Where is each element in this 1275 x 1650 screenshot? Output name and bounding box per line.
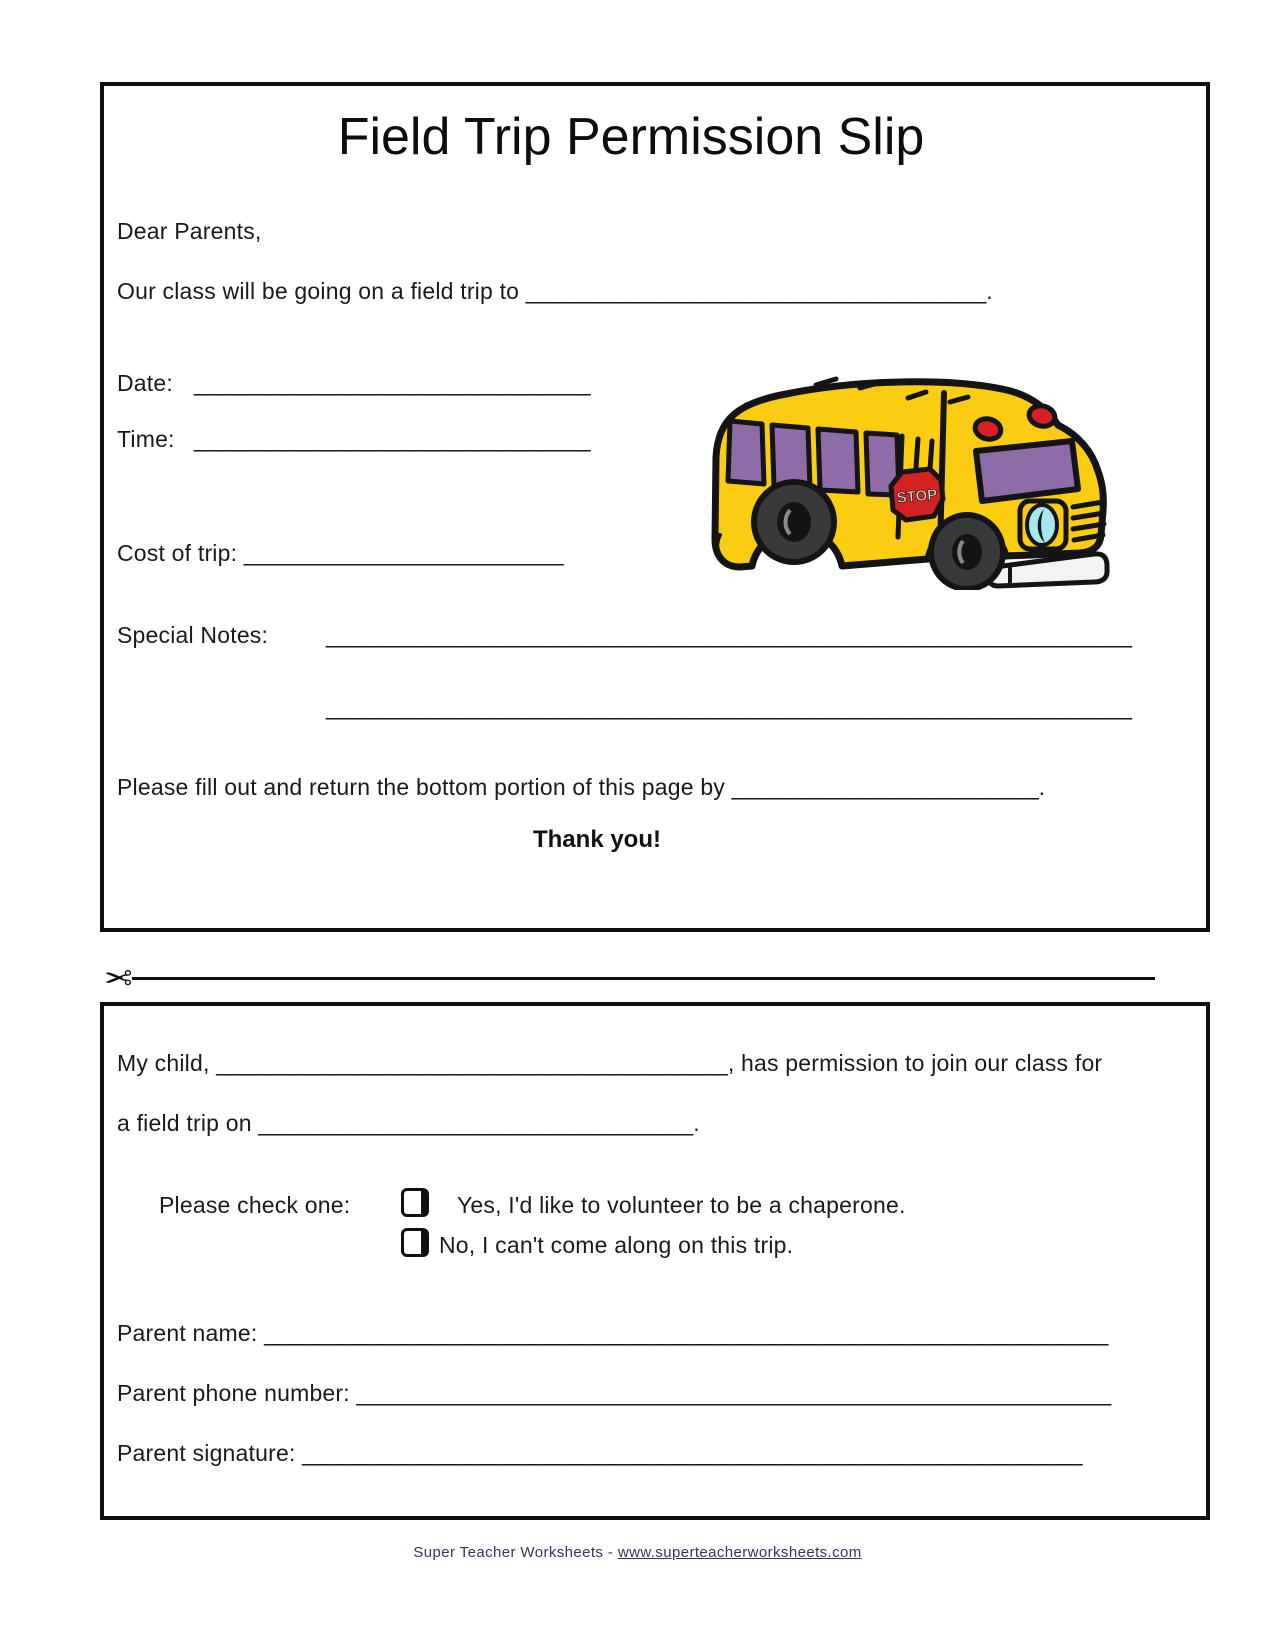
date-row <box>117 368 591 398</box>
headlight-icon <box>1020 501 1066 549</box>
child-name-blank: ________________________________________ <box>216 1050 728 1076</box>
front-wheel <box>931 515 1003 589</box>
cost-label: Cost of trip: <box>117 540 244 566</box>
thank-you-text: Thank you! <box>532 826 661 853</box>
bottom-section <box>100 1002 1210 1520</box>
stop-sign-text: STOP <box>896 486 938 507</box>
special-notes-row <box>117 620 1132 722</box>
option-yes-label: Yes, I'd like to volunteer to be a chaperone. <box>457 1192 906 1218</box>
trip-period: . <box>693 1110 700 1136</box>
special-notes-line-2: _______________________________________________________________ <box>326 694 1132 720</box>
special-notes-line-1: _______________________________________________________________ <box>326 622 1132 648</box>
footer-link[interactable]: www.superteacherworksheets.com <box>617 1544 862 1561</box>
school-bus <box>715 379 1107 589</box>
parent-signature-row <box>117 1438 1082 1468</box>
parent-signature-blank: _____________________________________________________________ <box>302 1440 1083 1466</box>
time-label: Time: <box>117 426 175 452</box>
parent-phone-row <box>117 1378 1111 1408</box>
cost-blank: _________________________ <box>243 540 564 566</box>
bus-window <box>818 429 858 492</box>
time-row <box>117 424 591 454</box>
destination-blank: ____________________________________ <box>525 278 987 304</box>
parent-name-label: Parent name: <box>117 1320 265 1346</box>
date-blank: _______________________________ <box>194 370 591 396</box>
bus-window <box>772 425 810 488</box>
bus-windshield <box>976 441 1078 501</box>
intro-period: . <box>986 278 993 304</box>
parent-name-row <box>117 1318 1108 1348</box>
checkbox-no <box>401 1228 429 1257</box>
page-title: Field Trip Permission Slip <box>337 108 925 166</box>
parent-signature-label: Parent signature: <box>117 1440 303 1466</box>
time-blank: _______________________________ <box>194 426 591 452</box>
check-one-label: Please check one: <box>159 1192 351 1218</box>
child-row <box>117 1048 1102 1078</box>
stop-sign-icon <box>891 469 943 520</box>
option-no-label: No, I can't come along on this trip. <box>439 1232 794 1258</box>
footer <box>0 1544 1275 1561</box>
parent-phone-blank: ___________________________________________________________ <box>356 1380 1112 1406</box>
greeting-row <box>117 216 262 246</box>
school-bus-image <box>690 338 1110 590</box>
checkbox-yes <box>401 1188 429 1217</box>
bus-window <box>728 421 764 484</box>
parent-name-blank: __________________________________________________________________ <box>264 1320 1109 1346</box>
child-suffix: , has permission to join our class for <box>727 1050 1103 1076</box>
special-notes-blanks <box>326 620 1132 722</box>
return-by-blank: ________________________ <box>731 774 1039 800</box>
trip-prefix: a field trip on <box>117 1110 259 1136</box>
intro-text: Our class will be going on a field trip to <box>117 278 526 304</box>
cost-row <box>117 538 564 568</box>
cut-rule <box>132 977 1155 980</box>
trip-date-blank: __________________________________ <box>258 1110 694 1136</box>
intro-row <box>117 276 993 306</box>
return-by-row <box>117 772 1045 802</box>
return-by-text: Please fill out and return the bottom portion of this page by <box>117 774 732 800</box>
trip-date-row <box>117 1108 700 1138</box>
child-prefix: My child, <box>117 1050 217 1076</box>
greeting-label: Dear Parents, <box>117 218 262 244</box>
rear-wheel <box>754 482 834 562</box>
parent-phone-label: Parent phone number: <box>117 1380 357 1406</box>
school-bus-svg <box>690 338 1110 590</box>
date-label: Date: <box>117 370 173 396</box>
check-one-yes-row <box>117 1190 906 1220</box>
special-notes-label: Special Notes: <box>117 622 269 648</box>
scissors-icon: ✂ <box>104 959 133 999</box>
return-by-period: . <box>1038 774 1046 800</box>
cut-line <box>100 959 1155 999</box>
footer-text: Super Teacher Worksheets - <box>413 1544 618 1561</box>
